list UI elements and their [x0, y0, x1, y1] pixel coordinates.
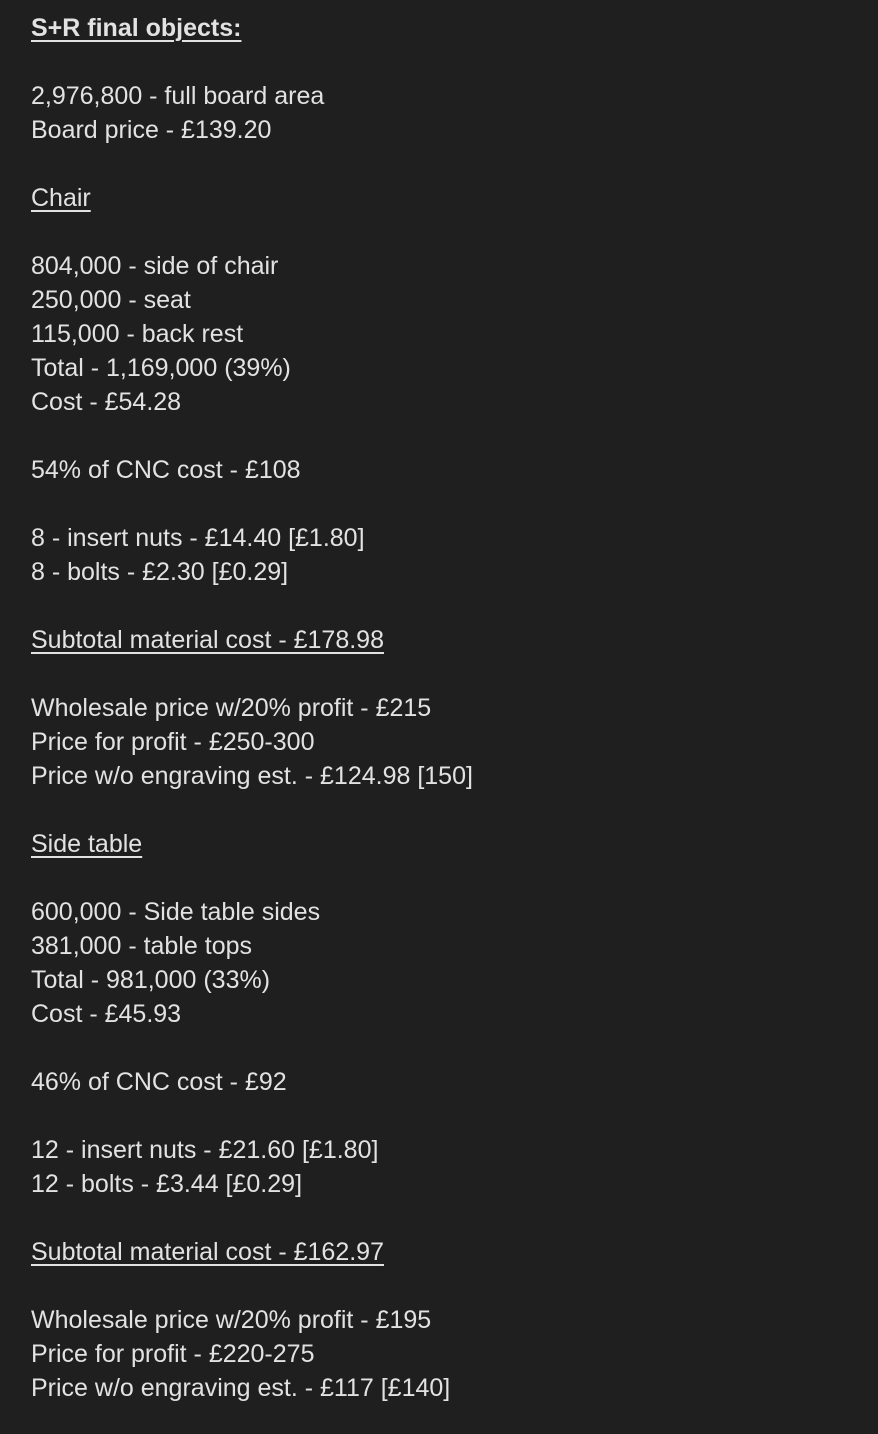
- side-table-hardware-line: 12 - insert nuts - £21.60 [£1.80]: [31, 1136, 379, 1164]
- chair-cost-line: Cost - £54.28: [31, 388, 182, 416]
- chair-cnc-line: 54% of CNC cost - £108: [31, 456, 301, 484]
- note-title: S+R final objects:: [31, 14, 242, 42]
- side-table-total-line: Total - 981,000 (33%): [31, 966, 271, 994]
- board-area-line: 2,976,800 - full board area: [31, 82, 325, 110]
- blank-line: [31, 1269, 861, 1303]
- chair-pricing-line: Wholesale price w/20% profit - £215: [31, 694, 432, 722]
- blank-line: [31, 1201, 861, 1235]
- chair-line: 115,000 - back rest: [31, 320, 244, 348]
- side-table-pricing-line: Price for profit - £220-275: [31, 1340, 315, 1368]
- blank-line: [31, 147, 861, 181]
- chair-total-line: Total - 1,169,000 (39%): [31, 354, 291, 382]
- side-table-cnc-line: 46% of CNC cost - £92: [31, 1068, 287, 1096]
- side-table-cost-line: Cost - £45.93: [31, 1000, 182, 1028]
- blank-line: [31, 487, 861, 521]
- blank-line: [31, 793, 861, 827]
- chair-pricing-line: Price for profit - £250-300: [31, 728, 315, 756]
- chair-subtotal: Subtotal material cost - £178.98: [31, 626, 384, 654]
- chair-line: 250,000 - seat: [31, 286, 191, 314]
- chair-hardware-line: 8 - bolts - £2.30 [£0.29]: [31, 558, 289, 586]
- blank-line: [31, 45, 861, 79]
- board-price-line: Board price - £139.20: [31, 116, 272, 144]
- blank-line: [31, 419, 861, 453]
- chair-hardware-line: 8 - insert nuts - £14.40 [£1.80]: [31, 524, 365, 552]
- side-table-line: 381,000 - table tops: [31, 932, 252, 960]
- blank-line: [31, 1031, 861, 1065]
- blank-line: [31, 1099, 861, 1133]
- chair-line: 804,000 - side of chair: [31, 252, 279, 280]
- blank-line: [31, 215, 861, 249]
- blank-line: [31, 861, 861, 895]
- blank-line: [31, 589, 861, 623]
- side-table-pricing-line: Price w/o engraving est. - £117 [£140]: [31, 1374, 451, 1402]
- chair-heading: Chair: [31, 184, 91, 212]
- side-table-heading: Side table: [31, 830, 143, 858]
- side-table-hardware-line: 12 - bolts - £3.44 [£0.29]: [31, 1170, 303, 1198]
- side-table-subtotal: Subtotal material cost - £162.97: [31, 1238, 384, 1266]
- side-table-line: 600,000 - Side table sides: [31, 898, 321, 926]
- blank-line: [31, 657, 861, 691]
- side-table-pricing-line: Wholesale price w/20% profit - £195: [31, 1306, 432, 1334]
- note-content[interactable]: [31, 11, 861, 1405]
- chair-pricing-line: Price w/o engraving est. - £124.98 [150]: [31, 762, 473, 790]
